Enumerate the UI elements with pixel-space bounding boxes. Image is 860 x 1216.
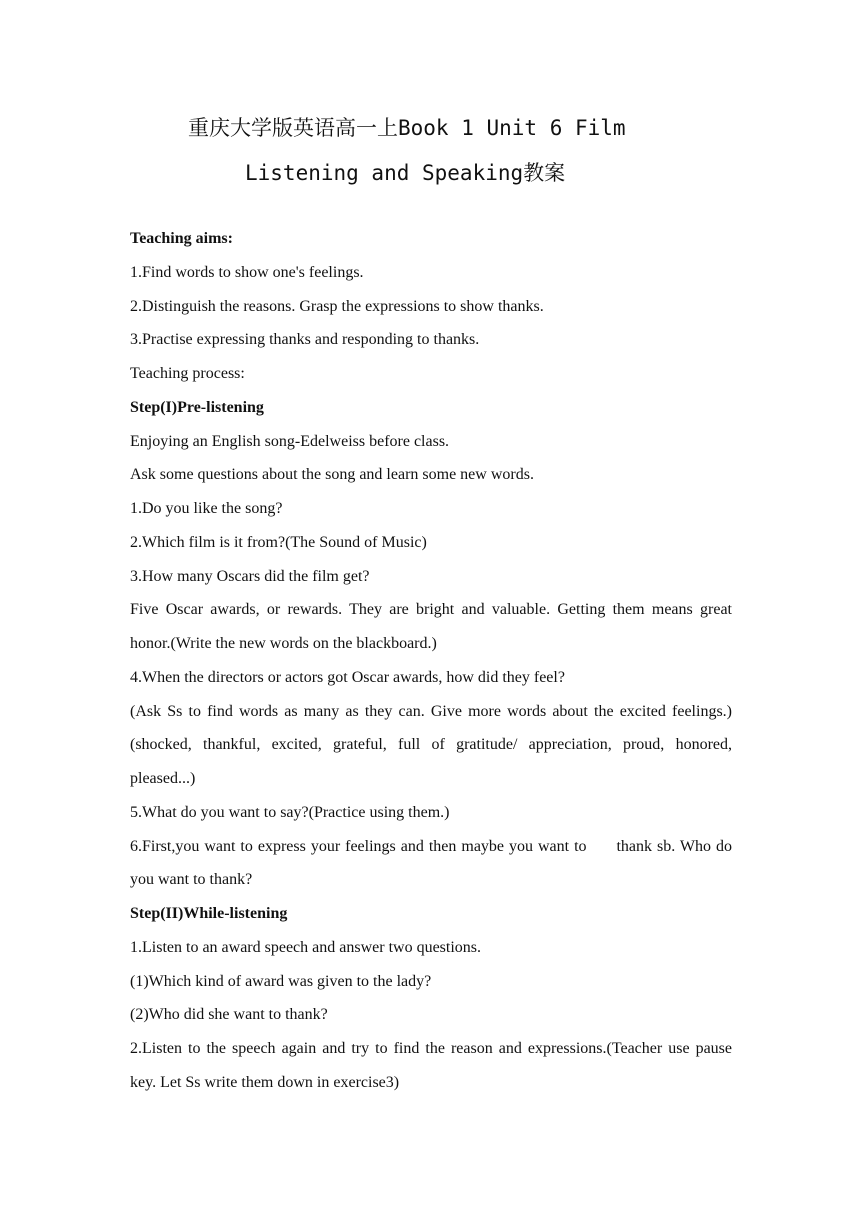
step-heading-while-listening: Step(II)While-listening [130, 905, 288, 922]
paragraph: Five Oscar awards, or rewards. They are bright and valuable. Getting them means great honor.(Write the new words on the blackboard.) [130, 601, 732, 652]
section-heading-teaching-aims: Teaching aims: [130, 230, 233, 247]
question-item: 3.How many Oscars did the film get? [130, 567, 370, 585]
document-body [130, 222, 736, 1100]
task-item: 1.Listen to an award speech and answer two questions. [130, 938, 482, 956]
question-item: 2.Which film is it from?(The Sound of Music) [130, 533, 427, 551]
paragraph: (Ask Ss to find words as many as they can. Give more words about the excited feelings.)(shocked, thankful, excited, grateful, full of gratitude/ appreciation, proud, honored, pleased...) [130, 702, 732, 787]
question-item: 1.Do you like the song? [130, 500, 283, 517]
step-heading-pre-listening: Step(I)Pre-listening [130, 398, 264, 416]
section-heading-teaching-process: Teaching process: [130, 365, 245, 382]
question-item: 6.First,you want to express your feelings and then maybe you want to thank sb. Who do you want to thank? [130, 837, 736, 889]
paragraph: Ask some questions about the song and learn some new words. [130, 466, 534, 484]
aim-item: 2.Distinguish the reasons. Grasp the expressions to show thanks. [130, 297, 544, 315]
document-title-line-1: 重庆大学版英语高一上Book 1 Unit 6 Film [188, 116, 626, 140]
aim-item: 1.Find words to show one's feelings. [130, 263, 364, 281]
task-item: 2.Listen to the speech again and try to find the reason and expressions.(Teacher use pause key. Let Ss write them down in exercise3) [130, 1040, 732, 1091]
paragraph: Enjoying an English song-Edelweiss before class. [130, 432, 450, 450]
aim-item: 3.Practise expressing thanks and responding to thanks. [130, 331, 480, 349]
question-item: 5.What do you want to say?(Practice using them.) [130, 803, 450, 821]
question-item: (2)Who did she want to thank? [130, 1006, 328, 1024]
question-item: 4.When the directors or actors got Oscar awards, how did they feel? [130, 668, 565, 686]
question-item: (1)Which kind of award was given to the lady? [130, 972, 432, 990]
document-title-line-2: Listening and Speaking教案 [245, 161, 566, 185]
